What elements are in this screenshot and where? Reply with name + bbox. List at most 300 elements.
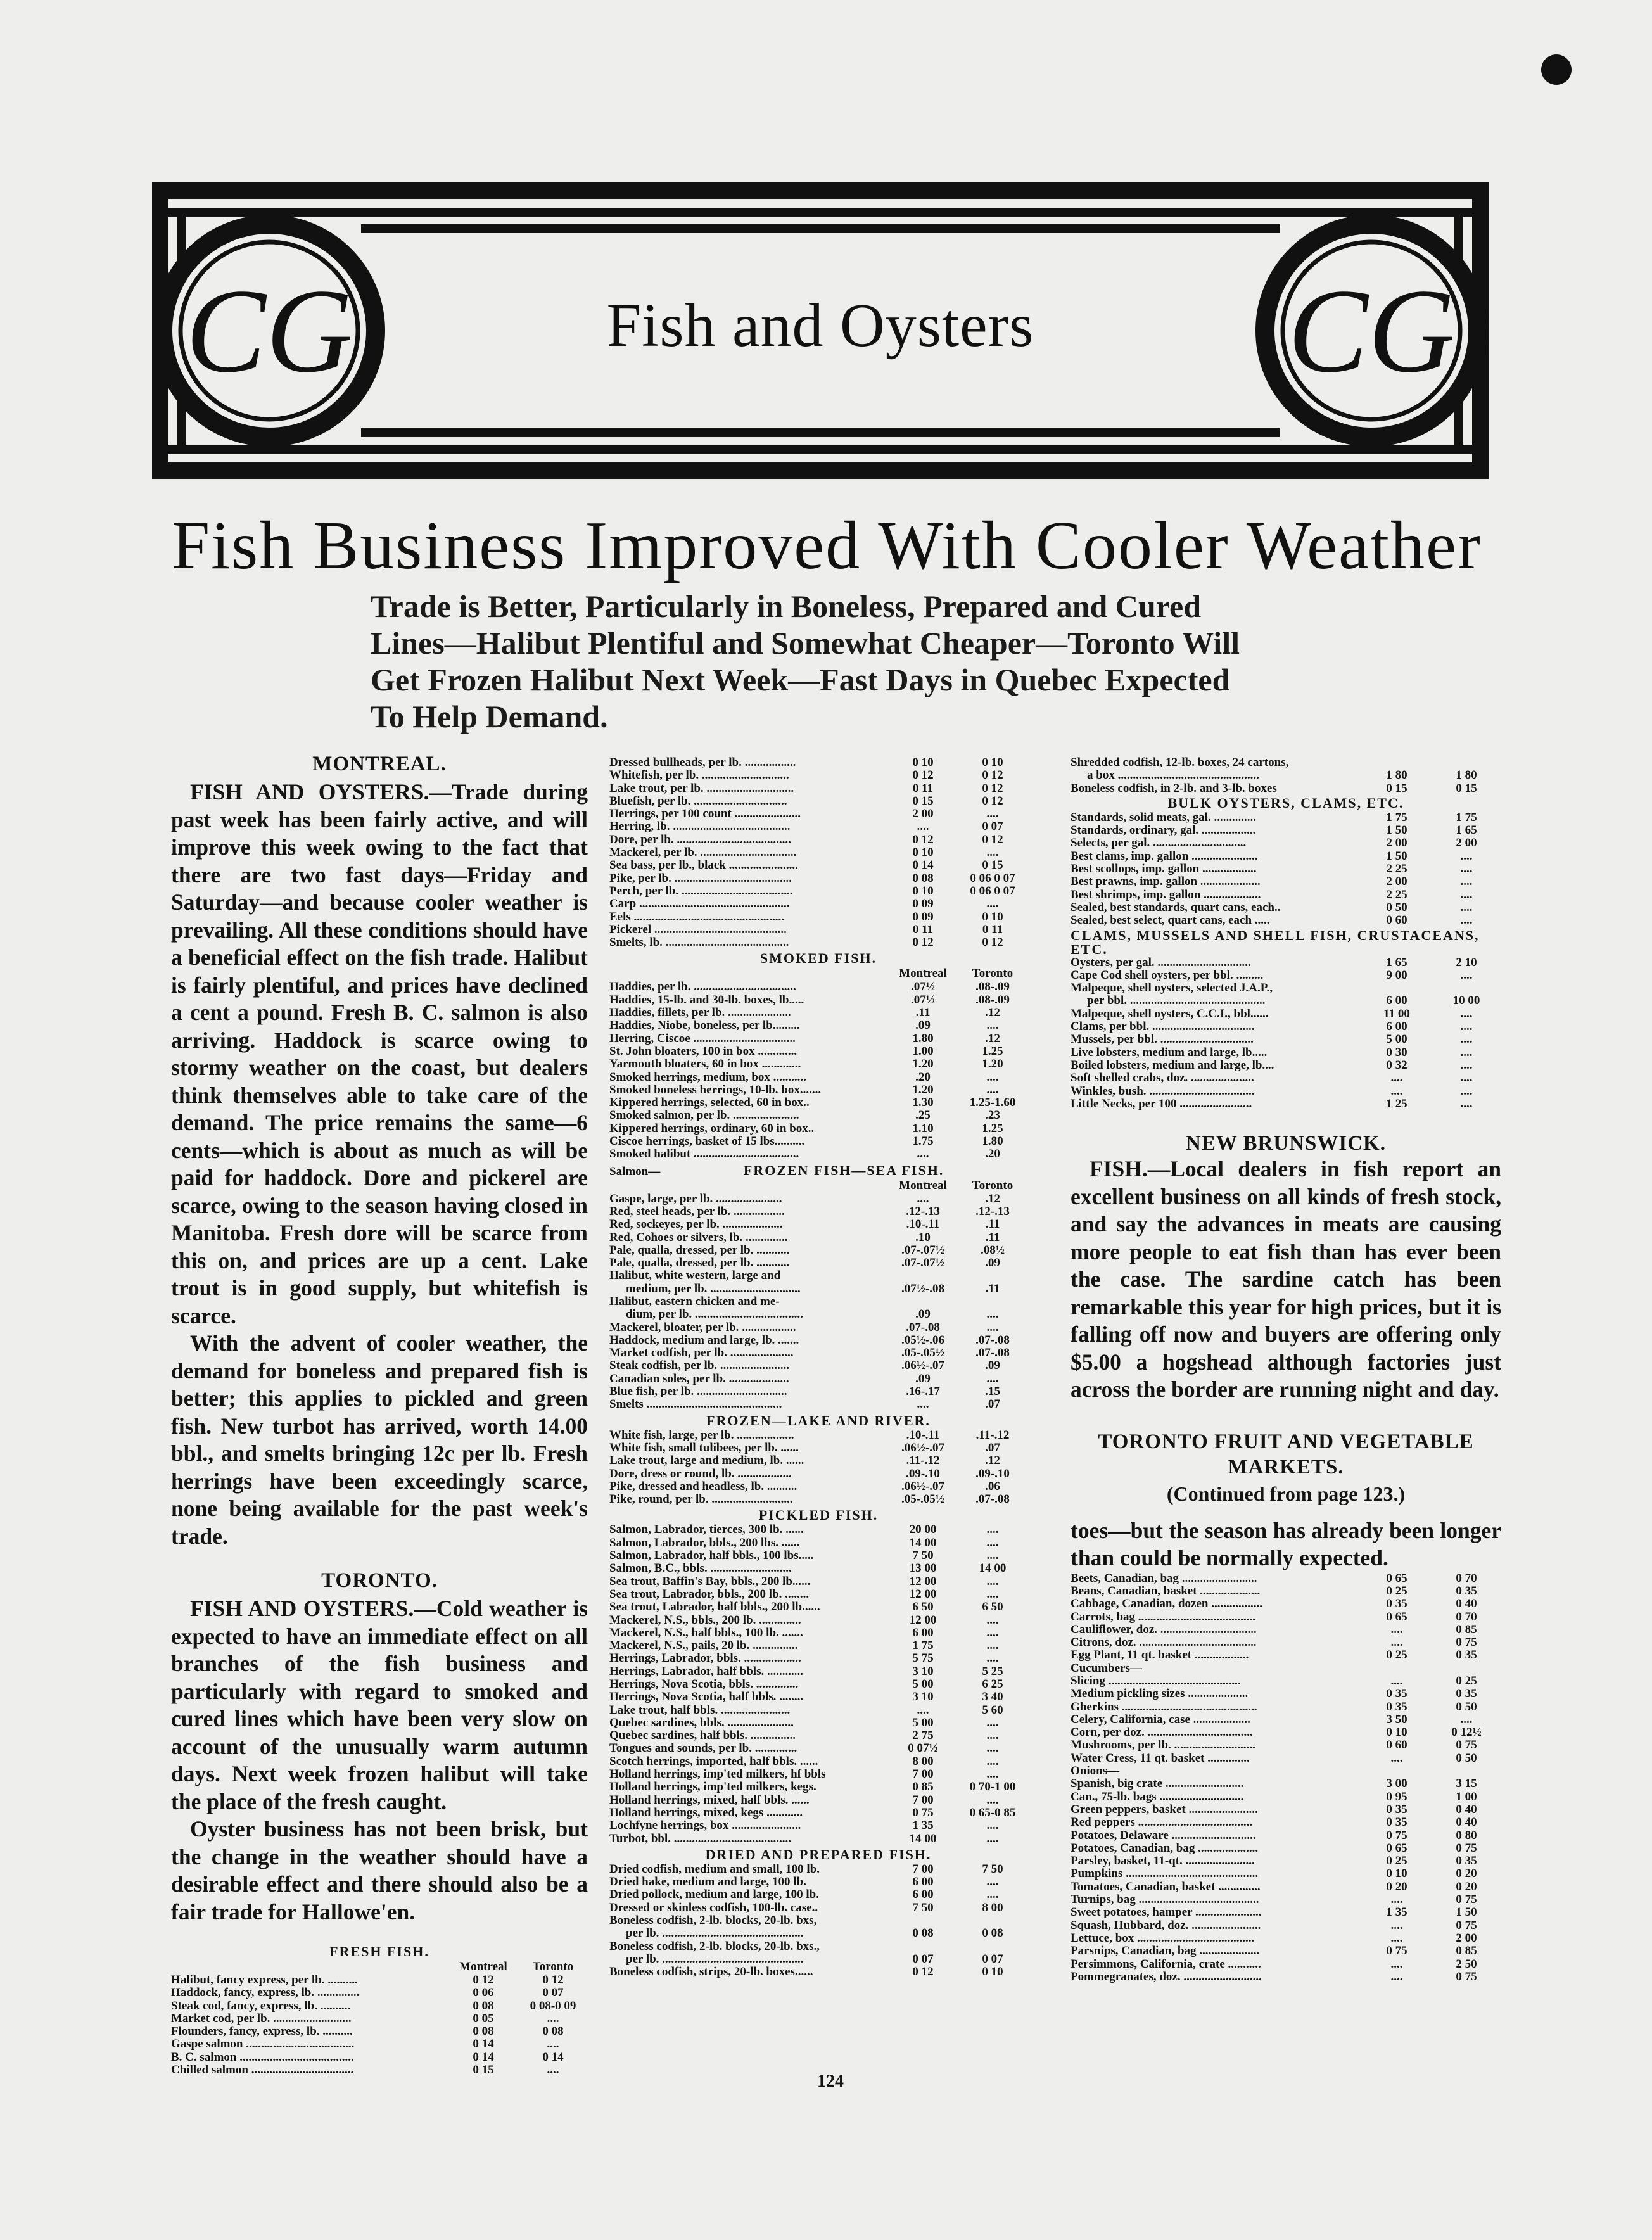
price-montreal: .... bbox=[1390, 1931, 1403, 1945]
price-montreal bbox=[1362, 1662, 1432, 1675]
price-toronto: 1.25 bbox=[982, 1045, 1003, 1058]
price-item: Kippered herrings, ordinary, 60 in box.. bbox=[609, 1122, 815, 1135]
price-row bbox=[1071, 1662, 1501, 1675]
price-item: Herrings, Labrador, bbls. ................... bbox=[609, 1652, 801, 1665]
price-row bbox=[609, 1863, 1027, 1876]
montreal-heading: MONTREAL. bbox=[312, 753, 447, 775]
price-montreal bbox=[1362, 982, 1432, 995]
price-toronto: .... bbox=[986, 1372, 999, 1385]
price-toronto bbox=[1432, 1765, 1501, 1778]
price-item: Sea trout, Labrador, bbls., 200 lb. ........ bbox=[609, 1588, 810, 1601]
price-toronto: .... bbox=[986, 1876, 999, 1889]
new-brunswick-body bbox=[1071, 1155, 1501, 1404]
price-toronto: .... bbox=[1460, 888, 1473, 901]
price-montreal: 3 10 bbox=[912, 1665, 934, 1678]
price-toronto: .08-.09 bbox=[975, 981, 1010, 994]
price-montreal: 0 65 bbox=[1386, 1842, 1407, 1855]
montreal-paragraph: FISH AND OYSTERS.—Trade during past week has been fairly active, and will improve this week owing to the fact that there are two fast days—Friday and Saturday—and because cooler weather is prevailing. All these conditions should have a beneficial effect on the fish trade. Halibut is fairly plentiful, and prices have declined a cent a pound. Fresh B. C. salmon is also arriving. Haddock is scarce owing to stormy weather on the coast, but dealers think themselves able to take care of the demand. The price remains the same—6 cents—which is about as much as will be paid for haddock. Dore and pickerel are scarce, owing to the season having closed in Manitoba. Fresh dore will be scarce from this on, and prices are up a cent. Lake trout is in good supply, but whitefish is scarce. bbox=[171, 779, 588, 1328]
price-toronto: 1 65 bbox=[1456, 824, 1477, 837]
price-item: Little Necks, per 100 ........................ bbox=[1071, 1097, 1252, 1110]
price-montreal: 1 35 bbox=[1386, 1906, 1407, 1919]
price-montreal: .... bbox=[1390, 1919, 1403, 1932]
price-montreal: 0 07 bbox=[912, 1952, 934, 1966]
price-montreal: 14 00 bbox=[909, 1536, 937, 1550]
price-toronto: 0 35 bbox=[1456, 1855, 1477, 1868]
price-montreal: 2 00 bbox=[912, 808, 934, 821]
price-row bbox=[609, 1562, 1027, 1575]
price-row bbox=[609, 1537, 1027, 1550]
price-row bbox=[1071, 889, 1501, 901]
price-toronto: 0 65-0 85 bbox=[969, 1806, 1016, 1819]
price-toronto: 0 75 bbox=[1456, 1919, 1477, 1932]
price-montreal: .... bbox=[1390, 1675, 1403, 1688]
price-toronto: 1 80 bbox=[1456, 769, 1477, 782]
price-toronto: 0 70 bbox=[1456, 1610, 1477, 1624]
price-toronto: 0 12½ bbox=[1451, 1726, 1482, 1740]
price-row bbox=[609, 1283, 1027, 1295]
price-toronto: .... bbox=[986, 1083, 999, 1097]
price-item: Mackerel, bloater, per lb. .................. bbox=[609, 1321, 796, 1334]
price-montreal: 0 10 bbox=[1386, 1726, 1407, 1740]
price-row bbox=[609, 1123, 1027, 1135]
price-montreal: 0 14 bbox=[473, 2051, 494, 2064]
price-montreal: 0 35 bbox=[1386, 1688, 1407, 1701]
price-item: White fish, small tulibees, per lb. ...... bbox=[609, 1441, 799, 1454]
price-montreal: .05-.05½ bbox=[901, 1347, 945, 1360]
col-toronto-label: Toronto bbox=[972, 967, 1013, 981]
price-row bbox=[1071, 1008, 1501, 1021]
price-row bbox=[609, 1097, 1027, 1109]
price-item: Carrots, bag ....................................... bbox=[1071, 1610, 1256, 1624]
price-row bbox=[609, 1614, 1027, 1627]
price-toronto: .11 bbox=[985, 1218, 1000, 1231]
price-item: Holland herrings, imp'ted milkers, kegs. bbox=[609, 1781, 816, 1794]
price-item: Halibut, white western, large and bbox=[609, 1270, 781, 1283]
price-row bbox=[1071, 1855, 1501, 1868]
column-right bbox=[1071, 756, 1501, 1983]
price-item: Sealed, best standards, quart cans, each.. bbox=[1071, 901, 1281, 914]
price-item: Pommegranates, doz. .......................... bbox=[1071, 1970, 1262, 1983]
price-item: Medium pickling sizes .................... bbox=[1071, 1688, 1249, 1701]
price-montreal: 0 35 bbox=[1386, 1803, 1407, 1816]
price-montreal: 12 00 bbox=[909, 1575, 937, 1588]
price-row bbox=[1071, 756, 1501, 769]
price-item: Quebec sardines, bbls. ...................... bbox=[609, 1716, 794, 1729]
price-row bbox=[609, 1794, 1027, 1807]
price-montreal: .09 bbox=[915, 1019, 931, 1033]
price-item: Malpeque, shell oysters, selected J.A.P., bbox=[1071, 982, 1273, 995]
price-montreal: .25 bbox=[915, 1109, 931, 1123]
price-toronto: 0 08 bbox=[982, 1927, 1003, 1940]
price-toronto: 5 60 bbox=[982, 1703, 1003, 1717]
price-toronto: .... bbox=[1460, 863, 1473, 876]
price-item: Haddies, 15-lb. and 30-lb. boxes, lb..... bbox=[609, 993, 804, 1007]
price-montreal: 0 60 bbox=[1386, 1739, 1407, 1752]
price-row bbox=[609, 1627, 1027, 1639]
col-montreal-label: Montreal bbox=[459, 1960, 507, 1973]
price-item: Mushrooms, per lb. ........................... bbox=[1071, 1739, 1255, 1752]
price-item: Pike, round, per lb. ........................... bbox=[609, 1493, 793, 1506]
price-montreal: 0 08 bbox=[473, 1999, 494, 2013]
price-item: Pale, qualla, dressed, per lb. ........... bbox=[609, 1244, 790, 1257]
price-row bbox=[609, 834, 1027, 846]
price-montreal: .11 bbox=[915, 1007, 931, 1020]
price-item: Kippered herrings, selected, 60 in box.. bbox=[609, 1097, 810, 1110]
price-item: Lake trout, per lb. ............................. bbox=[609, 782, 794, 795]
price-item: Potatoes, Delaware ............................ bbox=[1071, 1829, 1256, 1842]
price-row bbox=[1071, 901, 1501, 914]
price-row bbox=[609, 1135, 1027, 1148]
price-row bbox=[1071, 1033, 1501, 1046]
price-toronto: 0 40 bbox=[1456, 1598, 1477, 1611]
price-toronto: .11 bbox=[985, 1231, 1000, 1244]
price-row bbox=[1071, 1919, 1501, 1932]
price-montreal: 0 75 bbox=[912, 1806, 934, 1819]
price-montreal: 0 25 bbox=[1386, 1584, 1407, 1598]
price-row bbox=[609, 1109, 1027, 1122]
price-row bbox=[1071, 1893, 1501, 1906]
price-toronto: 0 70 bbox=[1456, 1572, 1477, 1585]
price-toronto: 2 10 bbox=[1456, 956, 1477, 969]
price-toronto: 0 08 bbox=[542, 2025, 564, 2039]
price-row bbox=[609, 1729, 1027, 1742]
price-montreal: .05½-.06 bbox=[901, 1333, 945, 1347]
price-row bbox=[609, 846, 1027, 859]
price-row bbox=[609, 1385, 1027, 1398]
price-toronto: .... bbox=[1460, 901, 1473, 914]
price-item: Dried hake, medium and large, 100 lb. bbox=[609, 1876, 806, 1889]
price-row bbox=[1071, 824, 1501, 837]
smoked-fish-heading: SMOKED FISH. bbox=[759, 950, 877, 967]
price-row bbox=[1071, 1791, 1501, 1804]
price-item: Salmon, Labrador, tierces, 300 lb. ...... bbox=[609, 1524, 804, 1537]
salmon-group-label: Salmon— bbox=[609, 1164, 661, 1178]
price-montreal: .20 bbox=[915, 1071, 931, 1084]
price-row bbox=[1071, 1752, 1501, 1765]
price-toronto: .... bbox=[986, 1550, 999, 1563]
price-row bbox=[609, 782, 1027, 795]
price-montreal: 7 00 bbox=[912, 1768, 934, 1781]
price-montreal bbox=[888, 1270, 958, 1282]
price-montreal: 1.00 bbox=[912, 1045, 934, 1058]
bulk-oysters-table bbox=[1071, 811, 1501, 927]
price-row bbox=[1071, 1906, 1501, 1919]
price-row bbox=[1071, 1047, 1501, 1059]
price-item: Best clams, imp. gallon ...................... bbox=[1071, 850, 1258, 863]
price-toronto: 0 50 bbox=[1456, 1700, 1477, 1714]
price-montreal: 0 10 bbox=[912, 846, 934, 860]
price-row bbox=[609, 1550, 1027, 1562]
price-row bbox=[1071, 1701, 1501, 1714]
price-montreal: .05-.05½ bbox=[901, 1493, 945, 1506]
price-toronto: .... bbox=[986, 846, 999, 860]
price-row bbox=[609, 994, 1027, 1007]
price-montreal: 0 14 bbox=[473, 2038, 494, 2051]
price-item: Herrings, Nova Scotia, half bbls. ........ bbox=[609, 1691, 804, 1704]
price-row bbox=[1071, 850, 1501, 863]
price-montreal: 6 00 bbox=[1386, 1021, 1407, 1034]
montreal-paragraph: With the advent of cooler weather, the demand for boneless and prepared fish is better; this applies to pickled and green fish. New turbot has arrived, worth 14.00 bbl., and smelts bringing 12c per lb. Fresh herrings have been exceedingly scarce, none being available for the past week's trade. bbox=[171, 1330, 588, 1549]
price-item: Can., 75-lb. bags ............................ bbox=[1071, 1790, 1244, 1804]
price-toronto: .08½ bbox=[981, 1244, 1005, 1257]
price-item: Lettuce, box ....................................... bbox=[1071, 1931, 1255, 1945]
price-row bbox=[609, 1953, 1027, 1966]
new-brunswick-heading: NEW BRUNSWICK. bbox=[1186, 1132, 1386, 1155]
price-row bbox=[609, 1148, 1027, 1161]
price-row bbox=[609, 1665, 1027, 1678]
price-row bbox=[1071, 969, 1501, 982]
price-toronto: .09 bbox=[985, 1257, 1000, 1270]
price-toronto: .23 bbox=[985, 1109, 1000, 1123]
dried-prepared-heading: DRIED AND PREPARED FISH. bbox=[705, 1846, 932, 1862]
price-toronto: .... bbox=[1460, 914, 1473, 927]
price-montreal: 1 75 bbox=[912, 1639, 934, 1653]
price-montreal: 0 30 bbox=[1386, 1046, 1407, 1059]
price-item: Smoked halibut ................................... bbox=[609, 1148, 799, 1161]
price-item: Flounders, fancy, express, lb. .......... bbox=[171, 2025, 353, 2039]
price-toronto: .... bbox=[986, 1768, 999, 1781]
price-montreal: 20 00 bbox=[909, 1524, 937, 1537]
price-toronto: 5 25 bbox=[982, 1665, 1003, 1678]
price-row bbox=[1071, 995, 1501, 1007]
price-toronto: 0 08-0 09 bbox=[530, 1999, 576, 2013]
price-montreal: 12 00 bbox=[909, 1588, 937, 1601]
price-item: Dore, dress or round, lb. .................. bbox=[609, 1467, 792, 1480]
price-toronto bbox=[958, 1940, 1027, 1953]
price-montreal: 5 75 bbox=[912, 1652, 934, 1665]
price-row bbox=[1071, 1765, 1501, 1778]
price-row bbox=[171, 1974, 588, 1987]
price-montreal: 12 00 bbox=[909, 1613, 937, 1627]
price-toronto: .... bbox=[986, 1524, 999, 1537]
price-item: Red peppers ...................................... bbox=[1071, 1816, 1253, 1830]
price-row bbox=[609, 936, 1027, 949]
price-item: Sweet potatoes, hamper ...................... bbox=[1071, 1906, 1262, 1919]
price-item: Eels .................................................. bbox=[609, 910, 785, 924]
price-item: Red, sockeyes, per lb. .................... bbox=[609, 1218, 783, 1231]
column-middle bbox=[609, 756, 1027, 1979]
price-montreal: 8 00 bbox=[912, 1755, 934, 1768]
price-montreal: .... bbox=[1390, 1957, 1403, 1971]
price-toronto: .... bbox=[986, 1071, 999, 1084]
price-item: Scotch herrings, imported, half bbls. ...... bbox=[609, 1755, 818, 1768]
price-row bbox=[1071, 1868, 1501, 1880]
price-row bbox=[1071, 1585, 1501, 1598]
price-item: Best prawns, imp. gallon .................... bbox=[1071, 875, 1261, 889]
price-row bbox=[609, 924, 1027, 936]
price-row bbox=[609, 795, 1027, 808]
price-toronto: .... bbox=[1460, 1033, 1473, 1047]
price-montreal: 2 25 bbox=[1386, 888, 1407, 901]
price-toronto: .... bbox=[1460, 1072, 1473, 1085]
price-item: Selects, per gal. ............................... bbox=[1071, 837, 1247, 850]
price-montreal: 0 10 bbox=[1386, 1868, 1407, 1881]
price-toronto: 0 07 bbox=[982, 1952, 1003, 1966]
price-item: Perch, per lb. ..................................... bbox=[609, 884, 793, 898]
price-montreal: 6 00 bbox=[912, 1626, 934, 1639]
price-item: Cucumbers— bbox=[1071, 1662, 1142, 1675]
price-montreal: 0 60 bbox=[1386, 914, 1407, 927]
price-row bbox=[609, 1781, 1027, 1793]
price-toronto: .20 bbox=[985, 1148, 1000, 1161]
price-toronto: .12 bbox=[985, 1192, 1000, 1206]
price-row bbox=[609, 1966, 1027, 1978]
price-toronto: .... bbox=[547, 2038, 559, 2051]
toronto-fruit-heading: TORONTO FRUIT AND VEGETABLE MARKETS. bbox=[1098, 1430, 1474, 1479]
price-item: Mackerel, N.S., pails, 20 lb. ............... bbox=[609, 1639, 798, 1653]
price-montreal: 0 25 bbox=[1386, 1649, 1407, 1662]
col-montreal-label: Montreal bbox=[899, 1178, 947, 1192]
price-item: Halibut, fancy express, per lb. .......... bbox=[171, 1974, 358, 1987]
price-item: Celery, California, case ................... bbox=[1071, 1713, 1250, 1726]
price-montreal: 1 25 bbox=[1386, 1097, 1407, 1110]
price-item: Market codfish, per lb. ..................... bbox=[609, 1347, 794, 1360]
misc-fish-table bbox=[609, 756, 1027, 949]
price-item: Cape Cod shell oysters, per bbl. ......... bbox=[1071, 969, 1264, 982]
price-toronto: 0 07 bbox=[542, 1987, 564, 2000]
price-row bbox=[609, 1321, 1027, 1334]
price-item: Shredded codfish, 12-lb. boxes, 24 cartons, bbox=[1071, 756, 1289, 769]
price-montreal: 0 12 bbox=[473, 1974, 494, 1987]
price-toronto: 6 50 bbox=[982, 1601, 1003, 1614]
price-row bbox=[609, 1652, 1027, 1665]
price-toronto: 0 15 bbox=[1456, 782, 1477, 795]
price-montreal: .07½ bbox=[911, 993, 935, 1007]
toronto-paragraph: Oyster business has not been brisk, but the change in the weather should have a desirable effect and there should also be a fair trade for Hallowe'en. bbox=[171, 1816, 588, 1925]
price-toronto: .... bbox=[1460, 850, 1473, 863]
price-toronto: 0 85 bbox=[1456, 1945, 1477, 1958]
price-toronto: 7 50 bbox=[982, 1862, 1003, 1876]
price-montreal: 0 10 bbox=[912, 756, 934, 769]
price-montreal: 0 15 bbox=[912, 794, 934, 808]
fresh-fish-heading: FRESH FISH. bbox=[329, 1944, 429, 1959]
price-montreal: 3 10 bbox=[912, 1691, 934, 1704]
price-toronto: 0 15 bbox=[982, 859, 1003, 872]
pickled-fish-table bbox=[609, 1524, 1027, 1845]
price-row bbox=[1071, 875, 1501, 888]
price-toronto: 0 35 bbox=[1456, 1688, 1477, 1701]
price-item: dium, per lb. .................................... bbox=[626, 1308, 803, 1321]
price-montreal: 1.10 bbox=[912, 1122, 934, 1135]
price-row bbox=[1071, 1072, 1501, 1085]
price-row bbox=[171, 2038, 588, 2051]
page-number: 124 bbox=[817, 2071, 844, 2091]
price-montreal: 2 25 bbox=[1386, 863, 1407, 876]
price-row bbox=[609, 1347, 1027, 1359]
price-montreal: .... bbox=[1390, 1072, 1403, 1085]
price-montreal: 1.80 bbox=[912, 1032, 934, 1045]
price-item: Holland herrings, mixed, kegs ............ bbox=[609, 1806, 803, 1819]
price-montreal: 2 75 bbox=[912, 1729, 934, 1743]
price-montreal: 0 09 bbox=[912, 898, 934, 911]
price-montreal: .07-.08 bbox=[906, 1321, 940, 1334]
price-montreal: .12-.13 bbox=[906, 1205, 940, 1218]
price-row bbox=[1071, 1675, 1501, 1688]
smoked-fish-column-headers bbox=[609, 967, 1027, 981]
price-montreal: 0 50 bbox=[1386, 901, 1407, 914]
price-item: per lb. ............................................... bbox=[626, 1927, 804, 1940]
price-item: Soft shelled crabs, doz. ..................... bbox=[1071, 1072, 1254, 1085]
price-toronto: .... bbox=[986, 1742, 999, 1755]
price-montreal: 0 65 bbox=[1386, 1572, 1407, 1585]
price-toronto: 1.25-1.60 bbox=[969, 1097, 1016, 1110]
price-montreal: 1 50 bbox=[1386, 824, 1407, 837]
price-row bbox=[171, 2064, 588, 2077]
deck-line: To Help Demand. bbox=[371, 699, 608, 734]
price-row bbox=[609, 1601, 1027, 1613]
price-row bbox=[1071, 982, 1501, 995]
price-item: Haddock, medium and large, lb. ....... bbox=[609, 1333, 799, 1347]
price-toronto: 0 75 bbox=[1456, 1739, 1477, 1752]
price-row bbox=[1071, 1572, 1501, 1585]
price-row bbox=[609, 769, 1027, 782]
clams-mussels-heading: CLAMS, MUSSELS AND SHELL FISH, CRUSTACEANS, ETC. bbox=[1071, 927, 1480, 957]
price-row bbox=[1071, 1059, 1501, 1072]
price-row bbox=[1071, 863, 1501, 875]
price-toronto: 0 40 bbox=[1456, 1816, 1477, 1830]
price-montreal: 7 00 bbox=[912, 1862, 934, 1876]
price-montreal: .09 bbox=[915, 1372, 931, 1385]
price-toronto: .... bbox=[1460, 1059, 1473, 1072]
price-toronto: .... bbox=[986, 1819, 999, 1833]
deck-line: Get Frozen Halibut Next Week—Fast Days in Quebec Expected bbox=[371, 662, 1230, 697]
price-row bbox=[609, 1033, 1027, 1045]
price-item: per lb. ............................................... bbox=[626, 1952, 804, 1966]
price-montreal: 5 00 bbox=[912, 1678, 934, 1691]
price-toronto: 0 12 bbox=[542, 1974, 564, 1987]
price-montreal: .... bbox=[917, 1192, 929, 1206]
price-item: Corn, per doz. ................................... bbox=[1071, 1726, 1253, 1740]
price-montreal: .... bbox=[917, 1148, 929, 1161]
price-item: Cabbage, Canadian, dozen ................. bbox=[1071, 1598, 1262, 1611]
price-toronto: .... bbox=[986, 1536, 999, 1550]
price-item: Boneless codfish, 2-lb. blocks, 20-lb. bxs., bbox=[609, 1940, 820, 1953]
price-row bbox=[609, 859, 1027, 872]
price-montreal: 1 80 bbox=[1386, 769, 1407, 782]
price-toronto: .12 bbox=[985, 1454, 1000, 1468]
frozen-sea-table bbox=[609, 1193, 1027, 1411]
price-item: Lake trout, half bbls. ....................... bbox=[609, 1703, 791, 1717]
price-item: Oysters, per gal. ............................... bbox=[1071, 956, 1251, 969]
price-item: Live lobsters, medium and large, lb..... bbox=[1071, 1046, 1268, 1059]
toronto-paragraph: FISH AND OYSTERS.—Cold weather is expected to have an immediate effect on all branches of the fish business and particularly with regard to smoked and cured lines which have been very slow on account of the unusually warm autumn days. Next week frozen halibut will take the place of the fresh caught. bbox=[171, 1596, 588, 1814]
price-item: Citrons, doz. ....................................... bbox=[1071, 1636, 1257, 1650]
price-montreal: 0 12 bbox=[912, 1966, 934, 1979]
price-row bbox=[609, 1678, 1027, 1691]
price-montreal: 0 25 bbox=[1386, 1855, 1407, 1868]
price-montreal: 0 10 bbox=[912, 884, 934, 898]
price-toronto: 0 06 0 07 bbox=[970, 872, 1015, 885]
price-montreal: .06½-.07 bbox=[901, 1359, 945, 1373]
price-item: Pickerel ............................................ bbox=[609, 923, 787, 936]
price-toronto: 0 07 bbox=[982, 820, 1003, 834]
price-item: Bluefish, per lb. ............................... bbox=[609, 794, 787, 808]
price-toronto: 0 12 bbox=[982, 833, 1003, 846]
price-item: Smoked boneless herrings, 10-lb. box....... bbox=[609, 1083, 822, 1097]
price-row bbox=[609, 1257, 1027, 1270]
price-item: Haddock, fancy, express, lb. .............. bbox=[171, 1987, 360, 2000]
price-toronto: 0 06 0 07 bbox=[970, 884, 1015, 898]
section-banner bbox=[152, 170, 1489, 492]
price-item: Water Cress, 11 qt. basket .............. bbox=[1071, 1752, 1250, 1765]
price-row bbox=[609, 1940, 1027, 1953]
price-toronto: .... bbox=[986, 1888, 999, 1902]
price-montreal: 7 50 bbox=[912, 1901, 934, 1914]
price-row bbox=[609, 1084, 1027, 1097]
price-item: Beets, Canadian, bag ......................... bbox=[1071, 1572, 1257, 1585]
price-toronto: 0 10 bbox=[982, 1966, 1003, 1979]
price-row bbox=[609, 1071, 1027, 1084]
